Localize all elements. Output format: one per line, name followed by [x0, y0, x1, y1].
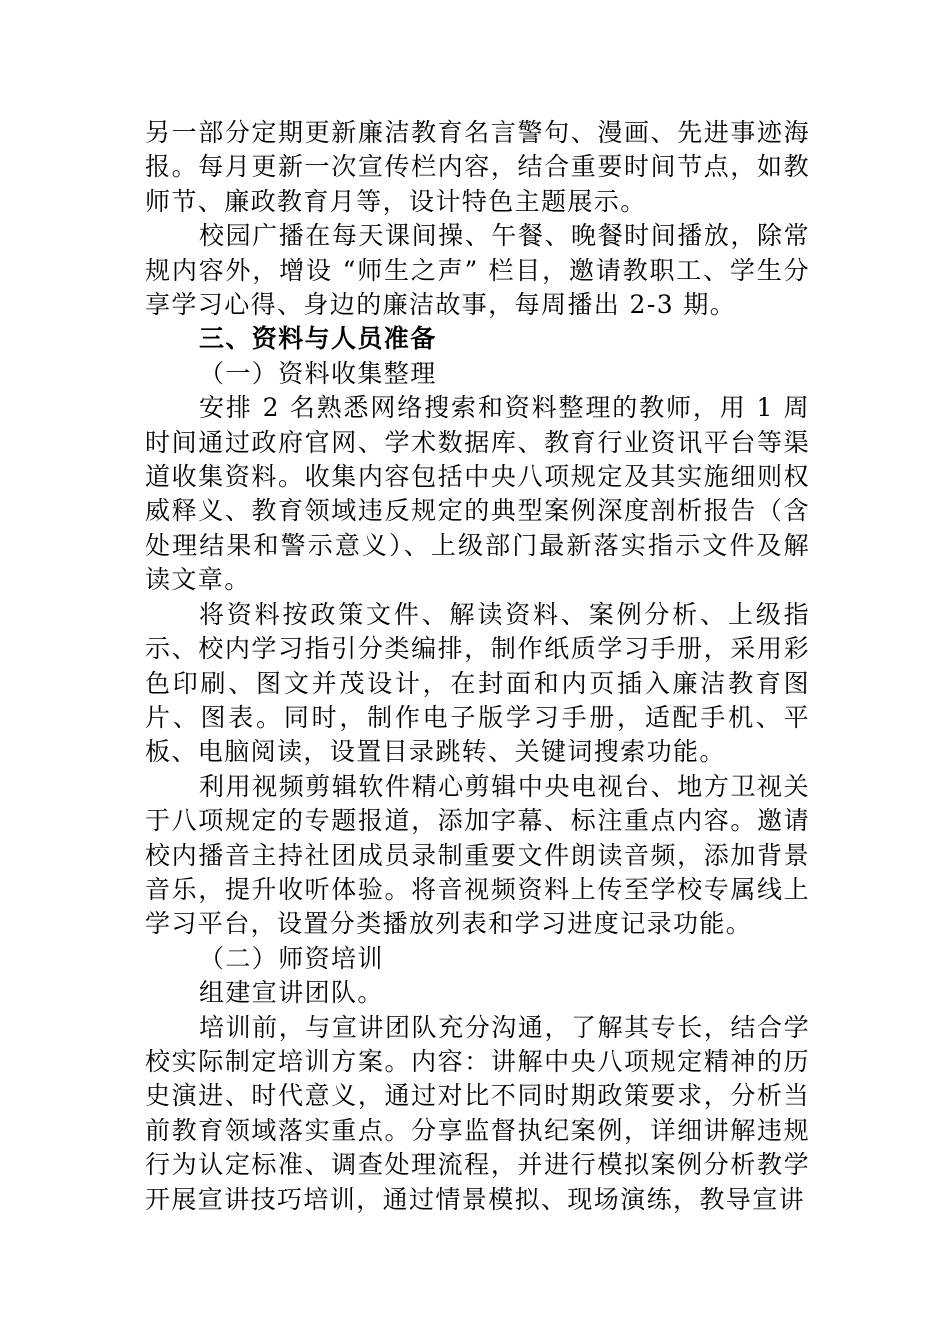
paragraph-handbook: 将资料按政策文件、解读资料、案例分析、上级指示、校内学习指引分类编排，制作纸质学习手册，采用彩色印刷、图文并茂设计，在封面和内页插入廉洁教育图片、图表。同时，制作电子版学习手册，适配手机、平板、电脑阅读，设置目录跳转、关键词搜索功能。 [145, 599, 810, 767]
paragraph-training-plan: 培训前，与宣讲团队充分沟通，了解其专长，结合学校实际制定培训方案。内容：讲解中央八项规定精神的历史演进、时代意义，通过对比不同时期政策要求，分析当前教育领域落实重点。分享监督执纪案例，详细讲解违规行为认定标准、调查处理流程，并进行模拟案例分析教学开展宣讲技巧培训，通过情景模拟、现场演练，教导宣讲 [145, 1012, 810, 1214]
section-heading-materials-personnel: 三、资料与人员准备 [199, 324, 437, 354]
subsection-heading-teacher-training: （二）师资培训 [199, 943, 384, 973]
paragraph-campus-broadcast: 校园广播在每天课间操、午餐、晚餐时间播放，除常规内容外，增设 “师生之声” 栏目，邀请教职工、学生分享学习心得、身边的廉洁故事，每周播出 2-3 期。 [145, 221, 810, 320]
paragraph-material-collection: 安排 2 名熟悉网络搜索和资料整理的教师，用 1 周时间通过政府官网、学术数据库、教育行业资讯平台等渠道收集资料。收集内容包括中央八项规定及其实施细则权威释义、教育领域违反规定的典型案例深度剖析报告（含处理结果和警示意义）、上级部门最新落实指示文件及解读文章。 [145, 393, 810, 595]
paragraph-continued: 另一部分定期更新廉洁教育名言警句、漫画、先进事迹海报。每月更新一次宣传栏内容，结合重要时间节点，如教师节、廉政教育月等，设计特色主题展示。 [145, 118, 810, 216]
paragraph-av-materials: 利用视频剪辑软件精心剪辑中央电视台、地方卫视关于八项规定的专题报道，添加字幕、标注重点内容。邀请校内播音主持社团成员录制重要文件朗读音频，添加背景音乐，提升收听体验。将音视频资料上传至学校专属线上学习平台，设置分类播放列表和学习进度记录功能。 [145, 771, 810, 939]
subsection-heading-material-collection: （一）资料收集整理 [199, 358, 437, 388]
paragraph-form-team: 组建宣讲团队。 [199, 978, 384, 1008]
document-body [145, 116, 810, 1217]
